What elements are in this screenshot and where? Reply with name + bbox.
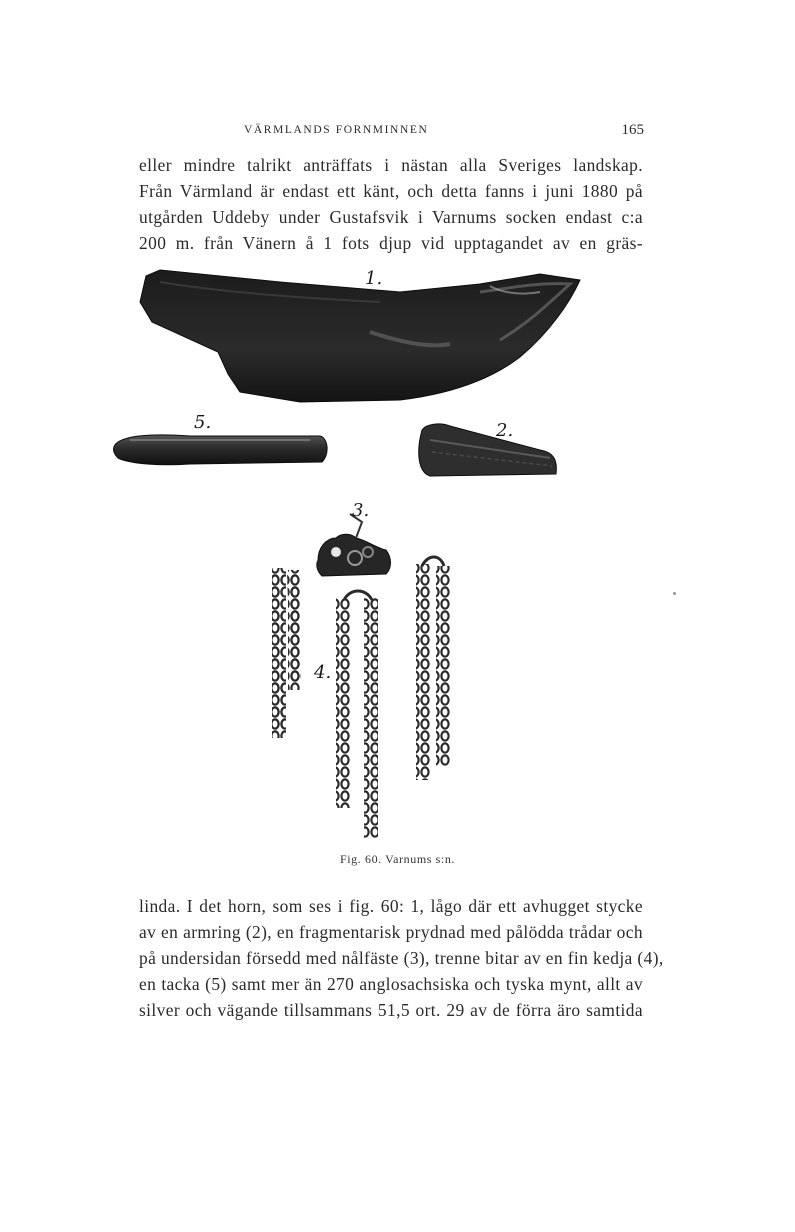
chain-piece: [272, 568, 286, 738]
body-text-top: [139, 152, 643, 256]
chain-piece: [288, 570, 300, 690]
silver-ingot: [114, 435, 328, 465]
figure-label-3: 3.: [352, 500, 370, 521]
chain-piece: [364, 598, 378, 838]
artifacts-illustration: [100, 262, 600, 852]
text-line: eller mindre talrikt anträffats i nästan alla Sveriges landskap.: [139, 155, 643, 175]
text-line: en tacka (5) samt mer än 270 anglosachsiska och tyska mynt, allt av: [139, 974, 643, 994]
figure-label-1: 1.: [365, 268, 383, 289]
text-line: Från Värmland är endast ett känt, och detta fanns i juni 1880 på: [139, 181, 643, 201]
ornament-brooch: [317, 514, 391, 576]
chain-piece: [436, 566, 450, 766]
text-line: av en armring (2), en fragmentarisk prydnad med pålödda trådar och: [139, 922, 643, 942]
page-speck: [673, 592, 676, 595]
horn-fragment: [140, 270, 580, 402]
text-line: utgården Uddeby under Gustafsvik i Varnums socken endast c:a: [139, 207, 643, 227]
figure-caption: Fig. 60. Varnums s:n.: [339, 852, 456, 866]
text-line: silver och vägande tillsammans 51,5 ort. 29 av de förra äro samtida: [139, 1000, 643, 1020]
figure-label-2: 2.: [496, 420, 514, 441]
chain-piece: [336, 598, 350, 808]
artifact-photograph: [100, 262, 600, 852]
figure-label-5: 5.: [194, 412, 212, 433]
text-line: 200 m. från Vänern å 1 fots djup vid upptagandet av en gräs-: [139, 233, 643, 253]
running-head: [140, 124, 660, 144]
chain-pieces: [272, 557, 450, 838]
armring-fragment: [419, 424, 557, 476]
figure-label-4: 4.: [314, 662, 332, 683]
running-title: VÄRMLANDS FORNMINNEN: [244, 124, 429, 136]
text-line: på undersidan försedd med nålfäste (3), trenne bitar av en fin kedja (4),: [139, 948, 664, 968]
page-number: 165: [621, 122, 644, 138]
body-text-bottom: [139, 893, 664, 1023]
text-line: linda. I det horn, som ses i fig. 60: 1, lågo där ett avhugget stycke: [139, 896, 643, 916]
chain-piece: [416, 564, 430, 780]
